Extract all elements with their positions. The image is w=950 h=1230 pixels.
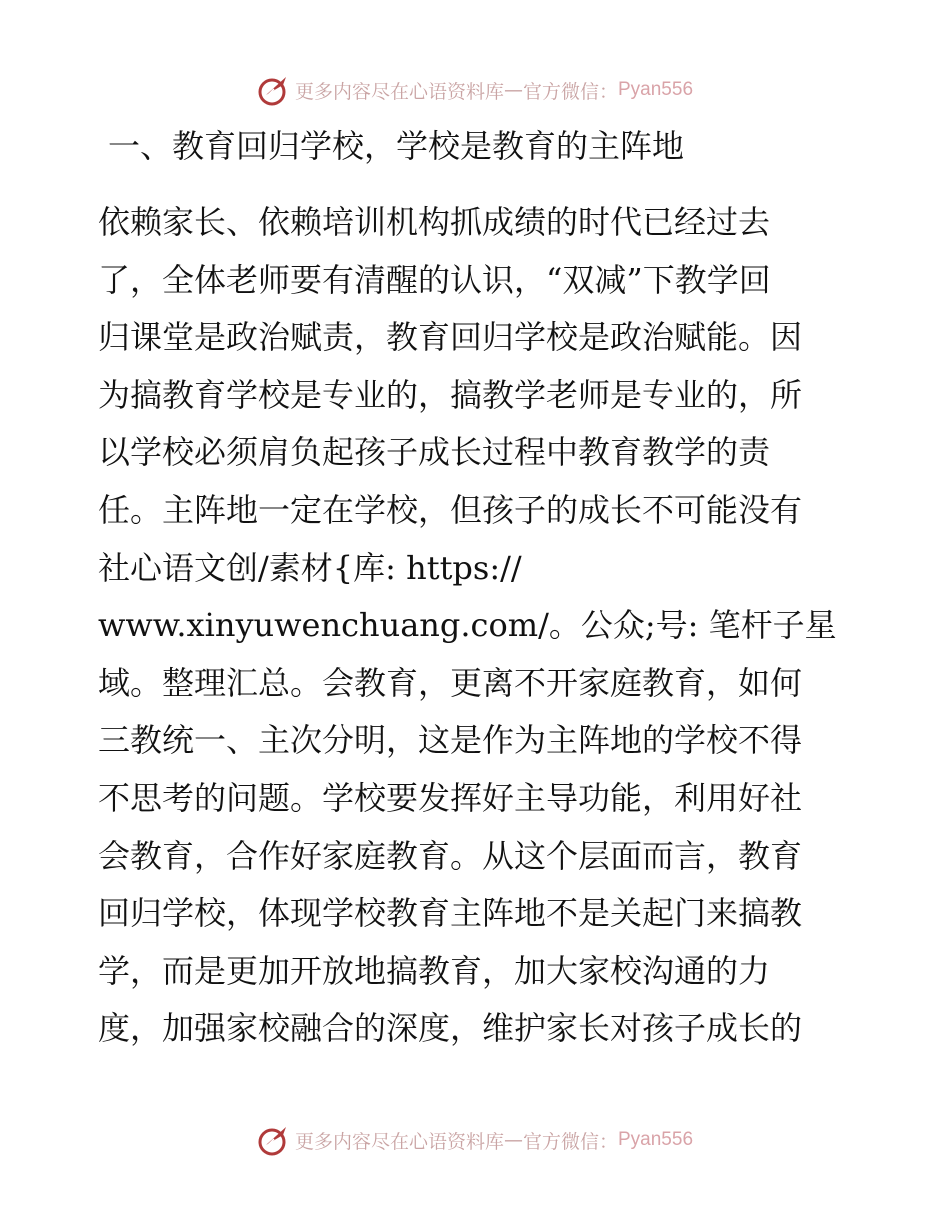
quill-logo-icon — [257, 1123, 291, 1157]
text-line: 三教统一、主次分明，这是作为主阵地的学校不得 — [98, 721, 803, 760]
banner-separator: — — [503, 79, 523, 101]
banner-text: 更多内容尽在心语资料库 — [294, 1130, 504, 1153]
body-paragraph — [98, 194, 858, 1058]
text-line: 回归学校，体现学校教育主阵地不是关起门来搞教 — [98, 894, 803, 933]
text-line: 会教育，合作好家庭教育。从这个层面而言，教育 — [98, 836, 803, 875]
section-heading: 一、教育回归学校，学校是教育的主阵地 — [108, 127, 685, 165]
banner-separator: — — [503, 1129, 523, 1151]
text-line: 为搞教育学校是专业的，搞教学老师是专业的，所 — [98, 375, 803, 414]
text-line: 归课堂是政治赋责，教育回归学校是政治赋能。因 — [98, 318, 803, 357]
text-line: 任。主阵地一定在学校，但孩子的成长不可能没有 — [98, 490, 803, 529]
text-line: 度，加强家校融合的深度，维护家长对孩子成长的 — [98, 1009, 803, 1048]
text-line: 依赖家长、依赖培训机构抓成绩的时代已经过去 — [98, 203, 771, 241]
banner-wechat-label: 官方微信： — [522, 1130, 618, 1153]
text-line: 学，而是更加开放地搞教育，加大家校沟通的力 — [98, 951, 771, 990]
text-line: 社心语文创/素材{库: https:// — [98, 548, 522, 587]
text-line: www.xinyuwenchuang.com/。公众;号: 笔杆子星 — [98, 606, 837, 645]
header-watermark-banner — [0, 70, 950, 110]
text-line: 了，全体老师要有清醒的认识，“双减”下教学回 — [98, 260, 771, 299]
banner-wechat-id: Pyan556 — [618, 79, 694, 100]
banner-wechat-label: 官方微信： — [522, 80, 618, 103]
footer-watermark-banner — [0, 1120, 950, 1160]
banner-wechat-id: Pyan556 — [618, 1129, 694, 1150]
banner-text: 更多内容尽在心语资料库 — [294, 80, 504, 103]
text-line: 以学校必须肩负起孩子成长过程中教育教学的责 — [98, 433, 771, 472]
quill-logo-icon — [257, 73, 291, 107]
text-line: 不思考的问题。学校要发挥好主导功能，利用好社 — [98, 778, 803, 817]
text-line: 域。整理汇总。会教育，更离不开家庭教育，如何 — [98, 663, 803, 702]
